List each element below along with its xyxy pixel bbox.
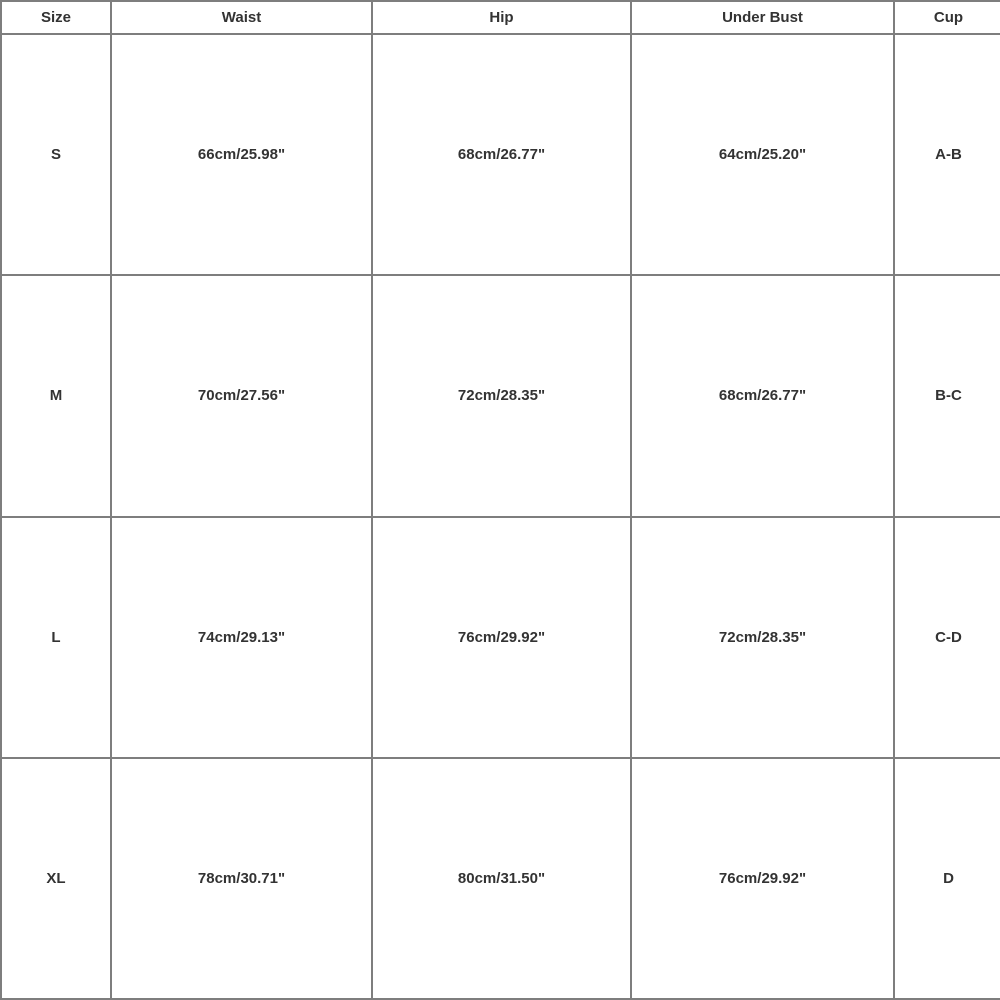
col-header-hip: Hip bbox=[372, 1, 631, 34]
under-bust-cell: 68cm/26.77" bbox=[631, 275, 894, 516]
col-header-cup: Cup bbox=[894, 1, 1000, 34]
hip-cell: 76cm/29.92" bbox=[372, 517, 631, 758]
header-row bbox=[1, 1, 1000, 34]
waist-cell: 74cm/29.13" bbox=[111, 517, 372, 758]
under-bust-cell: 64cm/25.20" bbox=[631, 34, 894, 275]
table-row-m bbox=[1, 275, 1000, 516]
size-cell: L bbox=[1, 517, 111, 758]
hip-cell: 80cm/31.50" bbox=[372, 758, 631, 999]
under-bust-cell: 72cm/28.35" bbox=[631, 517, 894, 758]
size-cell: M bbox=[1, 275, 111, 516]
cup-cell: A-B bbox=[894, 34, 1000, 275]
under-bust-cell: 76cm/29.92" bbox=[631, 758, 894, 999]
size-cell: S bbox=[1, 34, 111, 275]
size-cell: XL bbox=[1, 758, 111, 999]
cup-cell: D bbox=[894, 758, 1000, 999]
col-header-under-bust: Under Bust bbox=[631, 1, 894, 34]
waist-cell: 66cm/25.98" bbox=[111, 34, 372, 275]
table-row-l bbox=[1, 517, 1000, 758]
cup-cell: B-C bbox=[894, 275, 1000, 516]
col-header-waist: Waist bbox=[111, 1, 372, 34]
hip-cell: 68cm/26.77" bbox=[372, 34, 631, 275]
hip-cell: 72cm/28.35" bbox=[372, 275, 631, 516]
col-header-size: Size bbox=[1, 1, 111, 34]
waist-cell: 70cm/27.56" bbox=[111, 275, 372, 516]
table-row-s bbox=[1, 34, 1000, 275]
waist-cell: 78cm/30.71" bbox=[111, 758, 372, 999]
cup-cell: C-D bbox=[894, 517, 1000, 758]
table-row-xl bbox=[1, 758, 1000, 999]
